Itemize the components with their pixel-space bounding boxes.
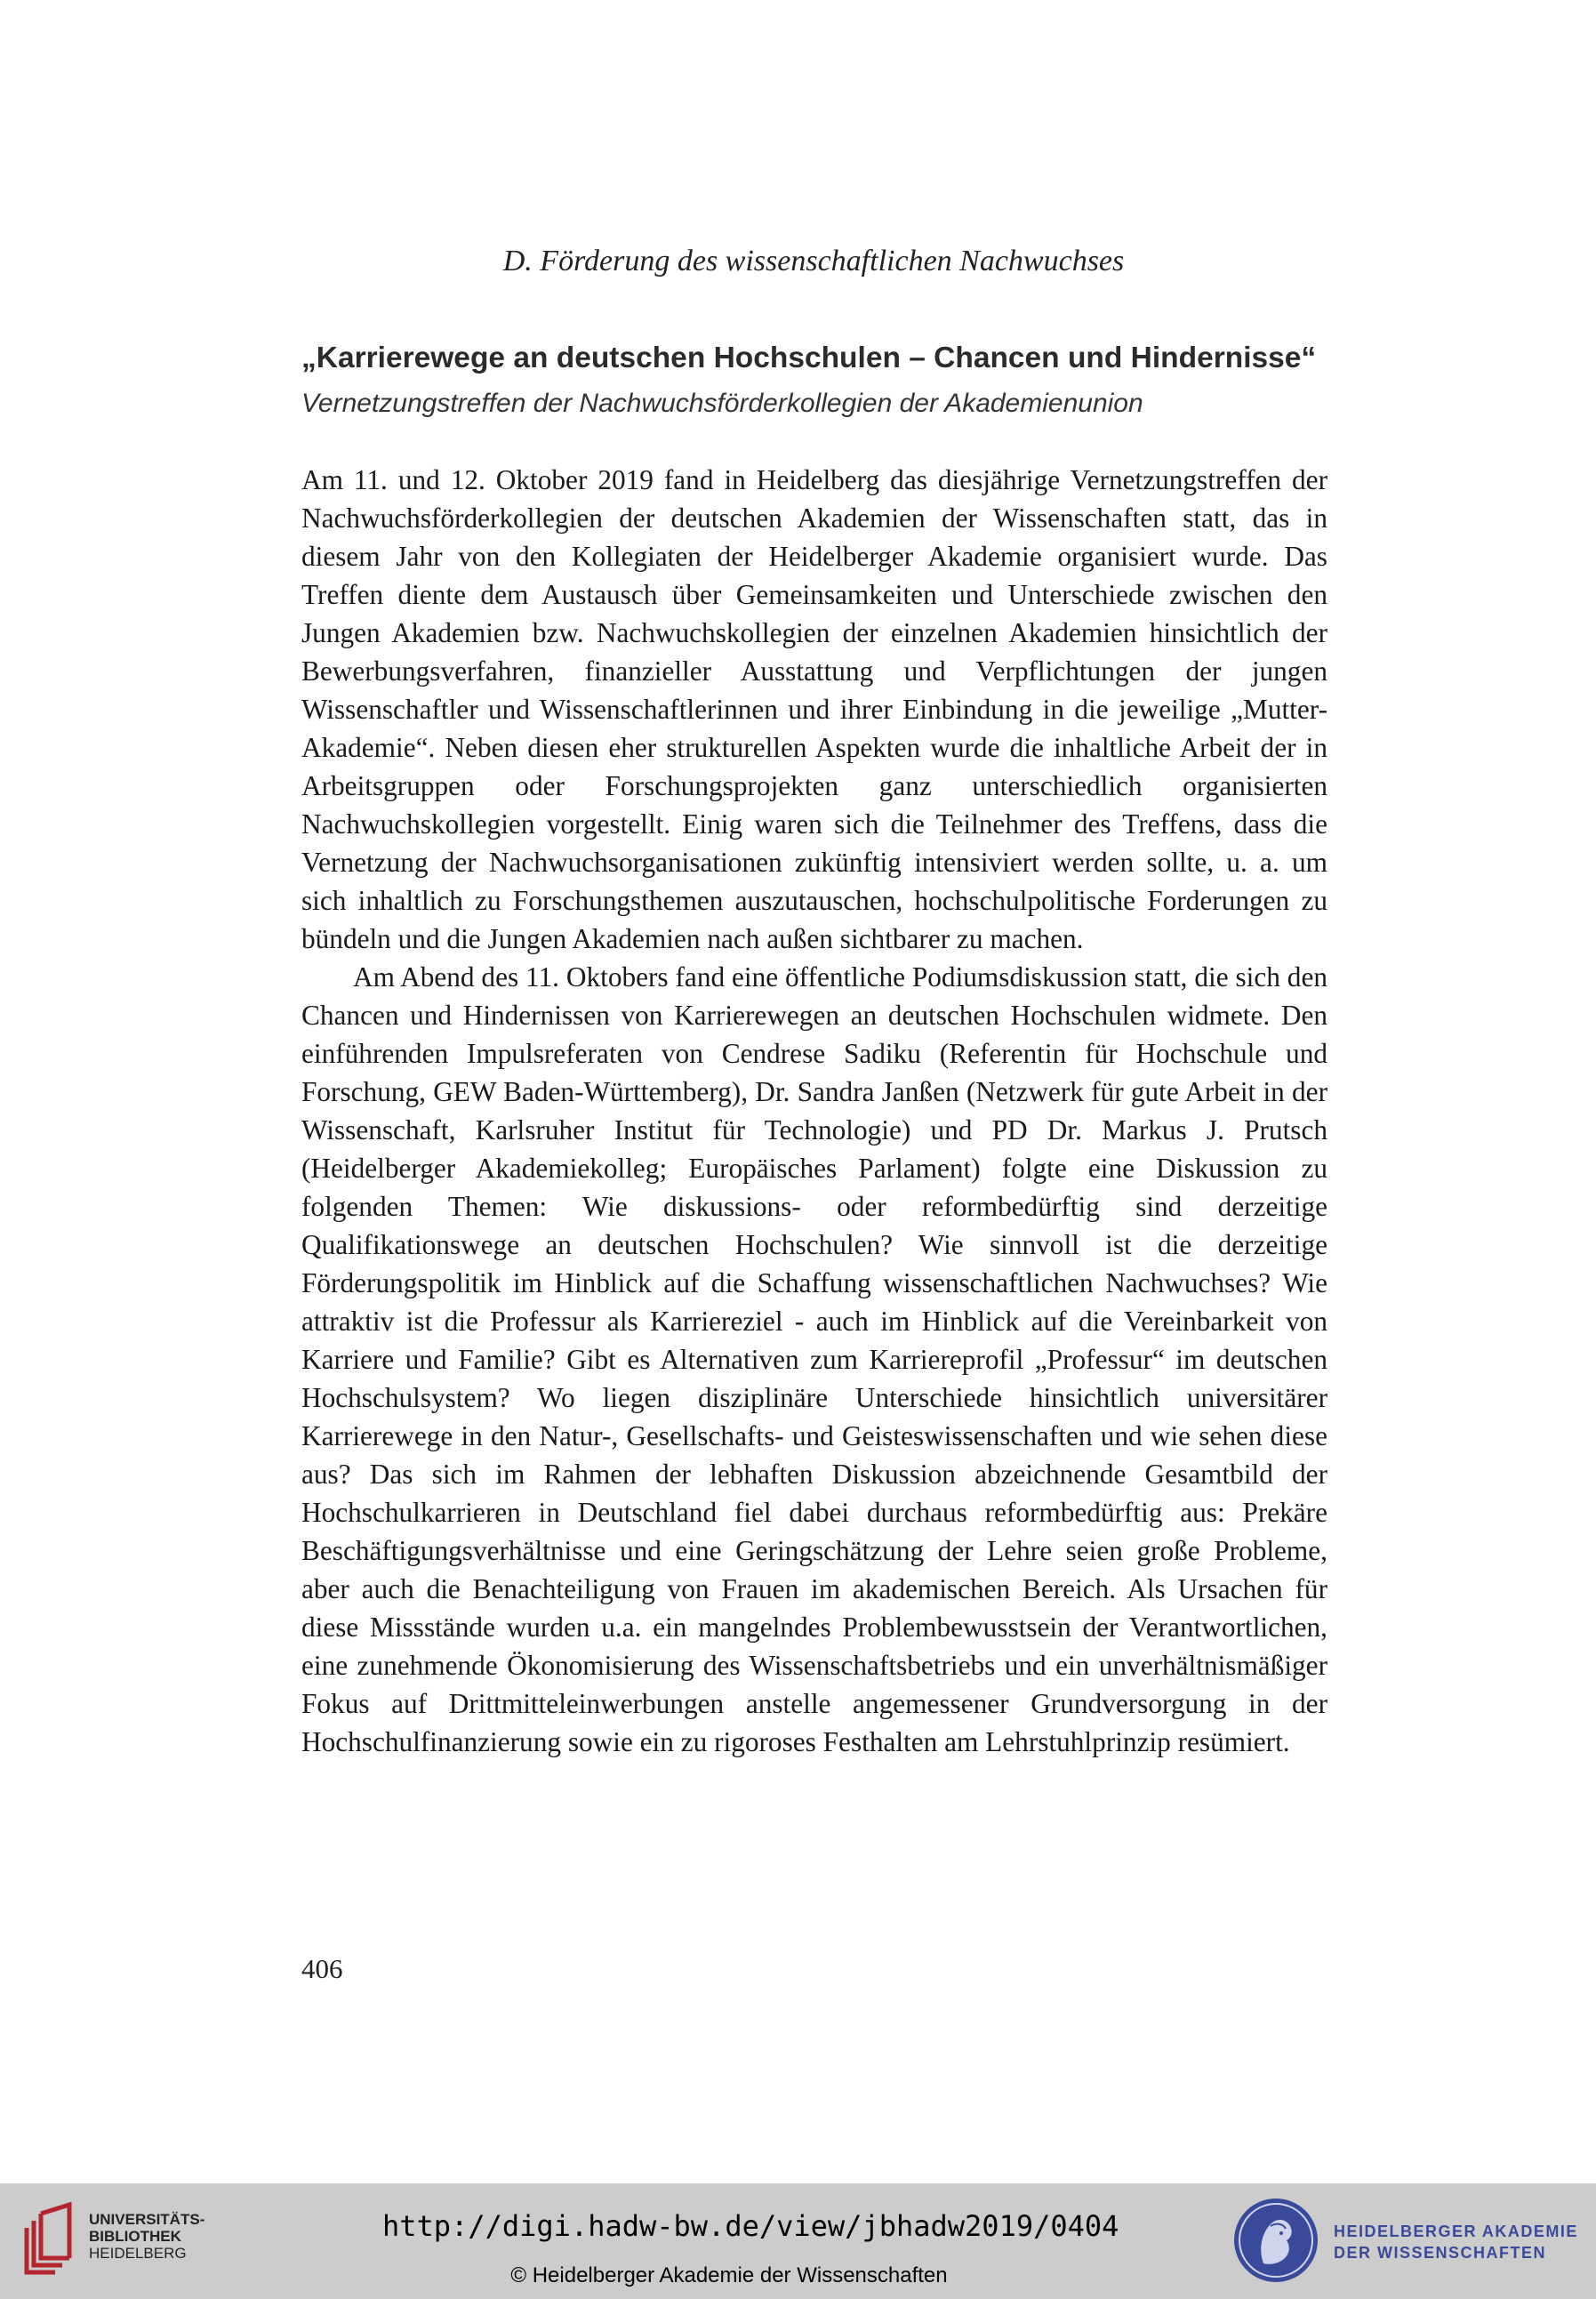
- university-library-logo-icon: [20, 2201, 84, 2276]
- library-name-line: HEIDELBERG: [89, 2245, 187, 2262]
- copyright-notice: © Heidelberger Akademie der Wissenschaften: [510, 2263, 948, 2287]
- library-name-line: UNIVERSITÄTS-: [89, 2211, 205, 2228]
- library-name-line: BIBLIOTHEK: [89, 2228, 181, 2245]
- article-subtitle: Vernetzungstreffen der Nachwuchsförderkollegien der Akademienunion: [301, 389, 1143, 418]
- article-body: [301, 461, 1327, 1761]
- academy-name-line: DER WISSENSCHAFTEN: [1334, 2244, 1547, 2262]
- article-title: „Karrierewege an deutschen Hochschulen – Chancen und Hindernisse“: [301, 342, 1317, 374]
- academy-name: [1334, 2221, 1592, 2263]
- permalink-url[interactable]: http://digi.hadw-bw.de/view/jbhadw2019/0404: [382, 2209, 1119, 2243]
- body-paragraph: Am Abend des 11. Oktobers fand eine öffentliche Podiumsdiskussion statt, die sich den Chancen und Hindernissen von Karrierewegen an deutschen Hochschulen widmete. Den einführenden Impulsreferaten von Cendrese Sadiku (Referentin für Hochschule und Forschung, GEW Baden-Württemberg), Dr. Sandra Janßen (Netzwerk für gute Arbeit in der Wissenschaft, Karlsruher Institut für Technologie) und PD Dr. Markus J. Prutsch (Heidelberger Akademiekolleg; Europäisches Parlament) folgte eine Diskussion zu folgenden Themen: Wie diskussions- oder reformbedürftig sind derzeitige Qualifikationswege an deutschen Hochschulen? Wie sinnvoll ist die derzeitige Förderungspolitik im Hinblick auf die Schaffung wissenschaftlichen Nachwuchses? Wie attraktiv ist die Professur als Karriereziel - auch im Hinblick auf die Vereinbarkeit von Karriere und Familie? Gibt es Alternativen zum Karriereprofil „Professur“ im deutschen Hochschulsystem? Wo liegen disziplinäre Unterschiede hinsichtlich universitärer Karrierewege in den Natur-, Gesellschafts- und Geisteswissenschaften und wie sehen diese aus? Das sich im Rahmen der lebhaften Diskussion abzeichnende Gesamtbild der Hochschulkarrieren in Deutschland fiel dabei durchaus reformbedürftig aus: Prekäre Beschäftigungsverhältnisse und eine Geringschätzung der Lehre seien große Probleme, aber auch die Benachteiligung von Frauen im akademischen Bereich. Als Ursachen für diese Missstände wurden u.a. ein mangelndes Problembewusstsein der Verantwortlichen, eine zunehmende Ökonomisierung des Wissenschaftsbetriebs und ein unverhältnismäßiger Fokus auf Drittmitteleinwerbungen anstelle angemessener Grundversorgung in der Hochschulfinanzierung sowie ein zu rigoroses Festhalten am Lehrstuhlprinzip resümiert.: [301, 961, 1327, 1757]
- body-paragraph: Am 11. und 12. Oktober 2019 fand in Heidelberg das diesjährige Vernetzungstreffen der Nachwuchsförderkollegien der deutschen Akademien der Wissenschaften statt, das in diesem Jahr von den Kollegiaten der Heidelberger Akademie organisiert wurde. Das Treffen diente dem Austausch über Gemeinsamkeiten und Unterschiede zwischen den Jungen Akademien bzw. Nachwuchskollegien der einzelnen Akademien hinsichtlich der Bewerbungsverfahren, finanzieller Ausstattung und Verpflichtungen der jungen Wissenschaftler und Wissenschaftlerinnen und ihrer Einbindung in die jeweilige „Mutter-Akademie“. Neben diesen eher strukturellen Aspekten wurde die inhaltliche Arbeit der in Arbeitsgruppen oder Forschungsprojekten ganz unterschiedlich organisierten Nachwuchskollegien vorgestellt. Einig waren sich die Teilnehmer des Treffens, dass die Vernetzung der Nachwuchsorganisationen zukünftig intensiviert werden sollte, u. a. um sich inhaltlich zu Forschungsthemen auszutauschen, hochschulpolitische Forderungen zu bündeln und die Jungen Akademien nach außen sichtbarer zu machen.: [301, 464, 1327, 954]
- page-number: 406: [301, 1953, 343, 1984]
- running-head: D. Förderung des wissenschaftlichen Nachwuchses: [502, 245, 1125, 277]
- university-library-name: [89, 2211, 231, 2262]
- academy-seal-icon: [1231, 2196, 1320, 2285]
- academy-name-line: HEIDELBERGER AKADEMIE: [1334, 2223, 1578, 2240]
- footer-bar: [0, 2183, 1596, 2299]
